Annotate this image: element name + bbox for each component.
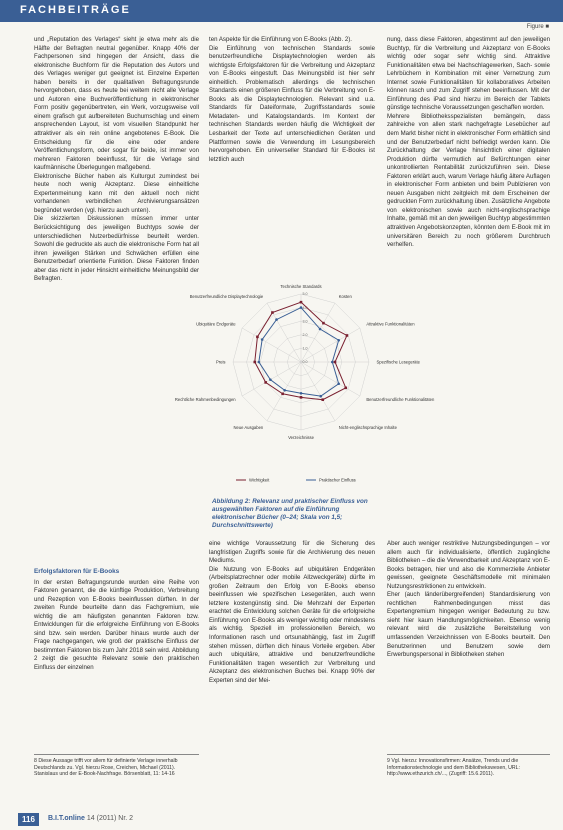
data-point <box>300 301 303 304</box>
col2-paragraph-2: Die Einführung von technischen Standards sowie benutzerfreundliche Displaytechnologien werden als wichtigste Erfolgsfaktoren für die Verbreitung und Akzeptanz von E-Books eingestuft. Das Meinungsbild ist hier sehr einheitlich. Problematisch allerdings die technischen Standards einen größeren Einfluss für die Verbreitung von E-Books als die Displaytechnologien. Relevant sind u.a. Standards für Dateiformate, Zugriffsstandards sowie Metadaten- und Katalogstandards. Im Kontext der technischen Standards werden häufig die Wichtigkeit der Lesbarkeit der Texte auf unterschiedlichen Geräten und Plattformen sowie die Verwendung im Lesungsbereich hervorgehoben. Ein universeller Standard für E-Books ist letztlich auch <box>209 44 375 163</box>
data-point <box>337 339 340 342</box>
data-point <box>322 322 325 325</box>
axis-label: Attraktive Funktionalitäten <box>366 321 415 327</box>
data-point <box>337 382 340 385</box>
col1-lower-paragraph: In der ersten Befragungsrunde wurden eine Reihe von Faktoren genannt, die die künftige Produktion, Verbreitung und Rezeption von E-Books beeinflussen dürften. In der zweiten Runde beurteilte dann das Fachgremium, wie wichtig die am häufigsten genannten Faktoren bzw. Entwicklungen für die erfolgreiche Einführung von E-Books sind bzw. sein werden. Darüber hinaus wurde auch der Frage nachgegangen, wie groß der praktische Einfluss der bestimmten Faktoren bis zum Jahr 2018 sein wird. Abbildung 2 zeigt die gesuchte Relevanz sowie den praktischen Einfluss der einzelnen <box>34 578 199 672</box>
page-number: 116 <box>18 813 39 826</box>
header-right-label: Figure ■ <box>526 24 549 30</box>
data-point <box>283 389 286 392</box>
data-point <box>258 361 261 364</box>
section-title: FACHBEITRÄGE <box>20 4 131 16</box>
col1-paragraph-3: Die skizzierten Diskussionen müssen immer unter Berücksichtigung des jeweiligen Buchtyps sowie der unterschiedlichen Nutzerbedürfnisse beurteilt werden. Sowohl die gedruckte als auch die elektronische Form hat all ihren jeweiligen Stärken und Schwächen erfüllen eine Benutzerbedarf orientierte Funktion. Diese Faktoren finden aber das nicht in jeder Hinsicht einheitliche Meinungsbild der Befragten. <box>34 215 199 283</box>
col1-paragraph-2: Elektronische Bücher haben als Kulturgut zumindest bei heute noch wenig Akzeptanz. Diese einheitliche Expertenmeinung kann mit den aktuell noch nicht vorhandenen verbindlichen Archivierungsansätzen begründet werden (vgl. hierzu auch unten). <box>34 172 199 214</box>
data-point <box>300 396 303 399</box>
col2-lower-paragraph-2: Die Nutzung von E-Books auf ubiquitären Endgeräten (Arbeitsplatzrechner oder mobile Allzweckgeräte) dürfte im großen Zeitraum den Erfolg von E-Books ebenso beeinflussen wie spezifischen Lesegeräten, auch wenn letztere kostengünstig sind. Die Mehrzahl der Experten erachtet die Entwicklung solchen Geräte für die erfolgreiche Einführung von E-Books als weniger wichtig oder mindestens als wichtig. Speziell im professionellen Bereich, wo Informationen rasch und ortsunabhängig, fast im Zugriff stehen müssen, dürften dich hinaus Vorteile ergeben. Aber auch ubiquitäre, attraktive und benutzerfreundliche Funktionalitäten tragen wesentlich zur Verbreitung und Akzeptanz des elektronischen Buches bei. Knapp 90% der Experten sind der Mei- <box>209 565 375 684</box>
column-1-lower <box>34 568 199 673</box>
axis-label: Benutzerfreundliche Funktionalitäten <box>366 397 435 403</box>
grid-spoke <box>242 328 301 362</box>
data-point <box>264 381 267 384</box>
journal-name <box>48 815 133 822</box>
axis-label: Spezifische Lesegeräte <box>376 359 421 365</box>
journal-title: B.I.T.online <box>48 815 85 822</box>
axis-label: Rechtliche Rahmenbedingungen <box>174 397 236 403</box>
axis-label: Neue Ausgaben <box>233 424 264 430</box>
data-point <box>281 393 284 396</box>
section-heading: Erfolgsfaktoren für E-Books <box>34 568 120 575</box>
tick-label: 1.0 <box>302 346 308 351</box>
tick-label: 4.0 <box>302 305 308 310</box>
journal-issue: 14 (2011) Nr. 2 <box>86 815 134 822</box>
axis-label: Benutzerfreundliche Displaytechnologie <box>189 294 264 300</box>
data-point <box>346 334 349 337</box>
radar-chart-svg <box>174 262 435 492</box>
data-point <box>271 311 274 314</box>
col1-paragraph-1: und „Reputation des Verlages“ sieht je etwa mehr als die Hälfte der Befragten neutral gegenüber. Knapp 40% der Fachpersonen sind hingegen der Ansicht, dass die elektronische Buchform für die Reputation des Autors und des Verlages weniger gut geeignet ist. Einzelne Experten haben bereits in der qualitativen Befragungsrunde hervorgehoben, dass es heute bei weitem nicht alle Verlage und Autoren eine Buchveröffentlichung in elektronischer Form positiv gegenübertreten, ein Werk, vorzugsweise voll einem grafisch gut aufbereiteten Buchumschlag und einem ansprechenden Layout, ist vom visuellen Standpunkt her attraktiver als ein rein online angebotenes E-Book. Die Entscheidung für die eine oder andere Veröffentlichungsform, oder sogar für beide, ist immer von mehreren Faktoren beeinflusst, für die Verlage sind kaufmännische Überlegungen maßgebend. <box>34 36 199 172</box>
column-2-lower <box>209 540 375 685</box>
grid-spoke <box>242 362 301 396</box>
data-point <box>321 398 324 401</box>
tick-label: 0.0 <box>302 360 308 365</box>
radar-chart <box>174 262 435 492</box>
data-point <box>261 338 264 341</box>
col3-paragraph-2: Mehrere Bibliotheksspezialisten bemängeln, dass zahlreiche von allen stark nachgefragte Lesebücher auf dem Markt bisher nicht in elektronischer Form erhältlich sind und der Benutzerbedarf nicht befriedigt werden kann. Die Zurückhaltung der Verlage hinsichtlich einer digitalen Produktion dürfte vermutlich auf Befürchtungen einer unkontrollierten Rentabilität zurückzuführen sein. Diese Faktoren erklärt auch, warum Verlage häufig ältere Auflagen in elektronischer Form anbieten und beim Publizieren von neuen Ausgaben nicht zeitgleich mit dem Erscheinen der gedruckten Form zurückhaltung üben. Zusätzliche Angebote von elektronischen sowie auch nicht-englischsprachige Inhalte, gemäß mit an den jeweiligen Buchtyp abgestimmten attraktiven Angebotskonzepten, könnten dem E-Book mit im universitären Bereich zu noch größerem Durchbruch verhelfen. <box>387 112 550 249</box>
col3-lower-paragraph-2: Eher (auch länderübergreifenden) Standardisierung von rechtlichen Rahmenbedingungen misst das Expertengremium hingegen weniger Bedeutung zu bzw. sieht hier kaum Handlungsmöglichkeiten. Ebenso wenig relevant wird die zusätzliche Bereitstellung von umfassenden Verzeichnissen von E-Books beurteilt. Den Benutzerinnen und Benutzern sowie dem Erwerbungspersonal in Bibliotheken stehen <box>387 591 550 659</box>
col2-paragraph-1: ten Aspekte für die Einführung von E-Books (Abb. 2). <box>209 36 352 43</box>
axis-label: Preis <box>215 359 226 365</box>
footnote-left: 8 Diese Aussage trifft vor allem für definierte Verlage innerhalb Deutschlands zu. Vgl. hierzu Rose, Creichen, Michael (2011). Stanislaus und der E-Book-Nachfrage. Börsenblatt, 11: 14-16 <box>34 754 199 778</box>
axis-label: Nicht-englischsprachige Inhalte <box>338 424 397 430</box>
tick-label: 2.0 <box>302 333 308 337</box>
axis-label: Verzeichnisse <box>288 434 314 440</box>
data-point <box>300 306 303 309</box>
column-3-lower <box>387 540 550 660</box>
col3-lower-paragraph-1: Aber auch weniger restriktive Nutzungsbedingungen – vor allem auch für individualisierte, öffentlich zugängliche Bibliotheken – die die Verwendbarkeit und Akzeptanz von E-Books betragen, hier und also die Kommerzielle Anbieter gewissen, geeignete Geschäftsmodelle mit minimalen Nutzungsrestriktionen zu entwickeln. <box>387 540 550 590</box>
axis-label: Technische Standards <box>280 283 322 289</box>
data-point <box>269 378 272 381</box>
data-point <box>319 395 322 398</box>
figure-caption: Abbildung 2: Relevanz und praktischer Einfluss von ausgewählten Faktoren auf die Einführung elektronischer Bücher (0–24; Skala von 1,5; Durchschnittswerte) <box>212 498 368 529</box>
col3-paragraph-1: nung, dass diese Faktoren, abgestimmt auf den jeweiligen Buchtyp, für die Verbreitung und Akzeptanz von E-Books wichtig oder sogar sehr wichtig sind. Attraktive Funktionalitäten etwa bei Nachschlagewerken, Sach- sowie Lehrbüchern in Kombination mit einer Vernetzung zum Internet sowie Funktionalitäten für kollaboratives Arbeiten können rasch und zum Zugriff stehen beeinflussen. Mit der Einführung des iPad sind hierzu im Bereich der Tablets günstige technische Voraussetzungen geschaffen worden. <box>387 36 550 112</box>
data-point <box>344 387 347 390</box>
axis-label: Kosten <box>338 294 352 300</box>
col2-lower-paragraph-1: eine wichtige Voraussetzung für die Sicherung des langfristigen Zugriffs sowie für die Archivierung des neuen Mediums. <box>209 540 375 565</box>
grid-spoke <box>301 362 360 396</box>
column-1 <box>34 36 199 284</box>
tick-label: 3.0 <box>302 319 308 324</box>
data-point <box>256 336 259 339</box>
data-point <box>331 361 334 364</box>
grid-spoke <box>301 362 335 421</box>
data-point <box>275 318 278 321</box>
data-point <box>300 392 303 395</box>
tick-label: 5.0 <box>302 292 308 297</box>
legend-label: Praktischer Einfluss <box>319 477 356 483</box>
footer <box>0 808 563 830</box>
data-point <box>334 361 337 364</box>
axis-label: Ubiquitäre Endgeräte <box>196 321 236 327</box>
data-point <box>319 328 322 331</box>
grid-spoke <box>267 362 301 421</box>
legend-label: Wichtigkeit <box>249 477 270 483</box>
column-2 <box>209 36 375 256</box>
column-3 <box>387 36 550 496</box>
data-point <box>253 361 256 364</box>
footnote-right: 9 Vgl. hierzu: Innovationsfirmen: Ansätze, Trends und die Informationstechnologie und dem Bibliothekswesen, URL: http://www.ethzurich.ch/..., (Zugriff: 15.6.2011). <box>387 754 550 778</box>
header-bar <box>0 0 563 22</box>
